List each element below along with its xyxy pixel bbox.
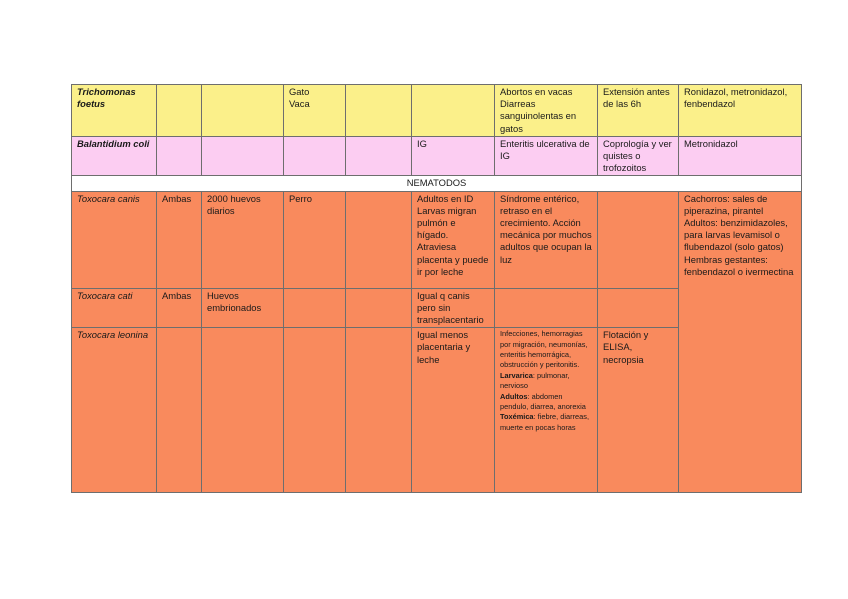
treatment-line: Cachorros: sales de piperazina, pirantel bbox=[684, 192, 768, 216]
location-cell bbox=[412, 191, 495, 288]
empty-cell bbox=[157, 85, 202, 137]
symptom-adultos bbox=[500, 392, 592, 413]
eggs-cell: Huevos embrionados bbox=[202, 288, 284, 328]
empty-cell bbox=[346, 328, 412, 493]
empty-cell bbox=[346, 85, 412, 137]
empty-cell bbox=[346, 191, 412, 288]
toxemica-label: Toxémica bbox=[500, 412, 534, 422]
empty-cell bbox=[412, 85, 495, 137]
table-row-trichomonas bbox=[72, 85, 802, 137]
empty-cell bbox=[598, 288, 679, 328]
empty-cell bbox=[157, 328, 202, 493]
empty-cell bbox=[284, 328, 346, 493]
location-cell: Igual q canis pero sin transplacentario bbox=[412, 288, 495, 328]
symptoms-cell bbox=[495, 85, 598, 137]
empty-cell bbox=[598, 191, 679, 288]
toxemica-text: : fiebre, diarreas, muerte en pocas horas bbox=[500, 412, 590, 432]
symptom-intro: Infecciones, hemorragias por migración, neumonías, enteritis hemorrágica, obstrucción y peritonitis. bbox=[500, 329, 588, 370]
symptom-larvarica bbox=[500, 371, 592, 392]
larvarica-text: : pulmonar, nervioso bbox=[500, 370, 570, 391]
host-line: Vaca bbox=[289, 98, 310, 110]
treatment-cell: Metronidazol bbox=[679, 136, 802, 176]
location-line: Adultos en ID bbox=[417, 192, 474, 204]
empty-cell bbox=[495, 288, 598, 328]
location-cell: Igual menos placentaria y leche bbox=[412, 328, 495, 493]
empty-cell bbox=[202, 85, 284, 137]
treatment-cell: Ronidazol, metronidazol, fenbendazol bbox=[679, 85, 802, 137]
infection-cell: Ambas bbox=[157, 288, 202, 328]
infection-cell: Ambas bbox=[157, 191, 202, 288]
symptom-line: Diarreas sanguinolentas en gatos bbox=[500, 98, 577, 134]
empty-cell bbox=[346, 288, 412, 328]
table-row-toxocara-canis bbox=[72, 191, 802, 288]
section-title: NEMATODOS bbox=[72, 176, 802, 191]
larvarica-label: Larvarica bbox=[500, 370, 533, 380]
species-cell: Balantidium coli bbox=[72, 136, 157, 176]
adultos-text: : abdomen pendulo, diarrea, anorexia bbox=[500, 391, 586, 412]
empty-cell bbox=[202, 328, 284, 493]
parasite-table bbox=[71, 84, 802, 493]
treatment-line: Adultos: benzimidazoles, para larvas levamisol o flubendazol (solo gatos) bbox=[684, 217, 788, 253]
symptoms-cell: Síndrome entérico, retraso en el crecimiento. Acción mecánica por muchos adultos que ocupan la luz bbox=[495, 191, 598, 288]
empty-cell bbox=[284, 288, 346, 328]
location-cell: IG bbox=[412, 136, 495, 176]
treatment-cell bbox=[679, 191, 802, 493]
treatment-line: Hembras gestantes: fenbendazol o ivermectina bbox=[684, 253, 794, 277]
empty-cell bbox=[157, 136, 202, 176]
diagnosis-cell: Coprología y ver quistes o trofozoitos bbox=[598, 136, 679, 176]
host-line: Gato bbox=[289, 86, 310, 97]
symptoms-cell: Enteritis ulcerativa de IG bbox=[495, 136, 598, 176]
eggs-cell: 2000 huevos diarios bbox=[202, 191, 284, 288]
symptoms-cell bbox=[495, 328, 598, 493]
empty-cell bbox=[346, 136, 412, 176]
table-row-balantidium bbox=[72, 136, 802, 176]
species-cell: Toxocara leonina bbox=[72, 328, 157, 493]
empty-cell bbox=[202, 136, 284, 176]
host-cell bbox=[284, 85, 346, 137]
symptom-toxemica bbox=[500, 412, 592, 433]
diagnosis-cell: Flotación y ELISA, necropsia bbox=[598, 328, 679, 493]
section-header-row bbox=[72, 176, 802, 191]
empty-cell bbox=[284, 136, 346, 176]
species-cell: Toxocara cati bbox=[72, 288, 157, 328]
adultos-label: Adultos bbox=[500, 391, 528, 401]
species-cell: Trichomonas foetus bbox=[72, 85, 157, 137]
diagnosis-cell: Extensión antes de las 6h bbox=[598, 85, 679, 137]
symptom-line: Abortos en vacas bbox=[500, 86, 573, 97]
host-cell: Perro bbox=[284, 191, 346, 288]
location-line: Atraviesa placenta y puede ir por leche bbox=[417, 241, 489, 277]
species-cell: Toxocara canis bbox=[72, 191, 157, 288]
location-line: Larvas migran pulmón e hígado. bbox=[417, 204, 477, 241]
